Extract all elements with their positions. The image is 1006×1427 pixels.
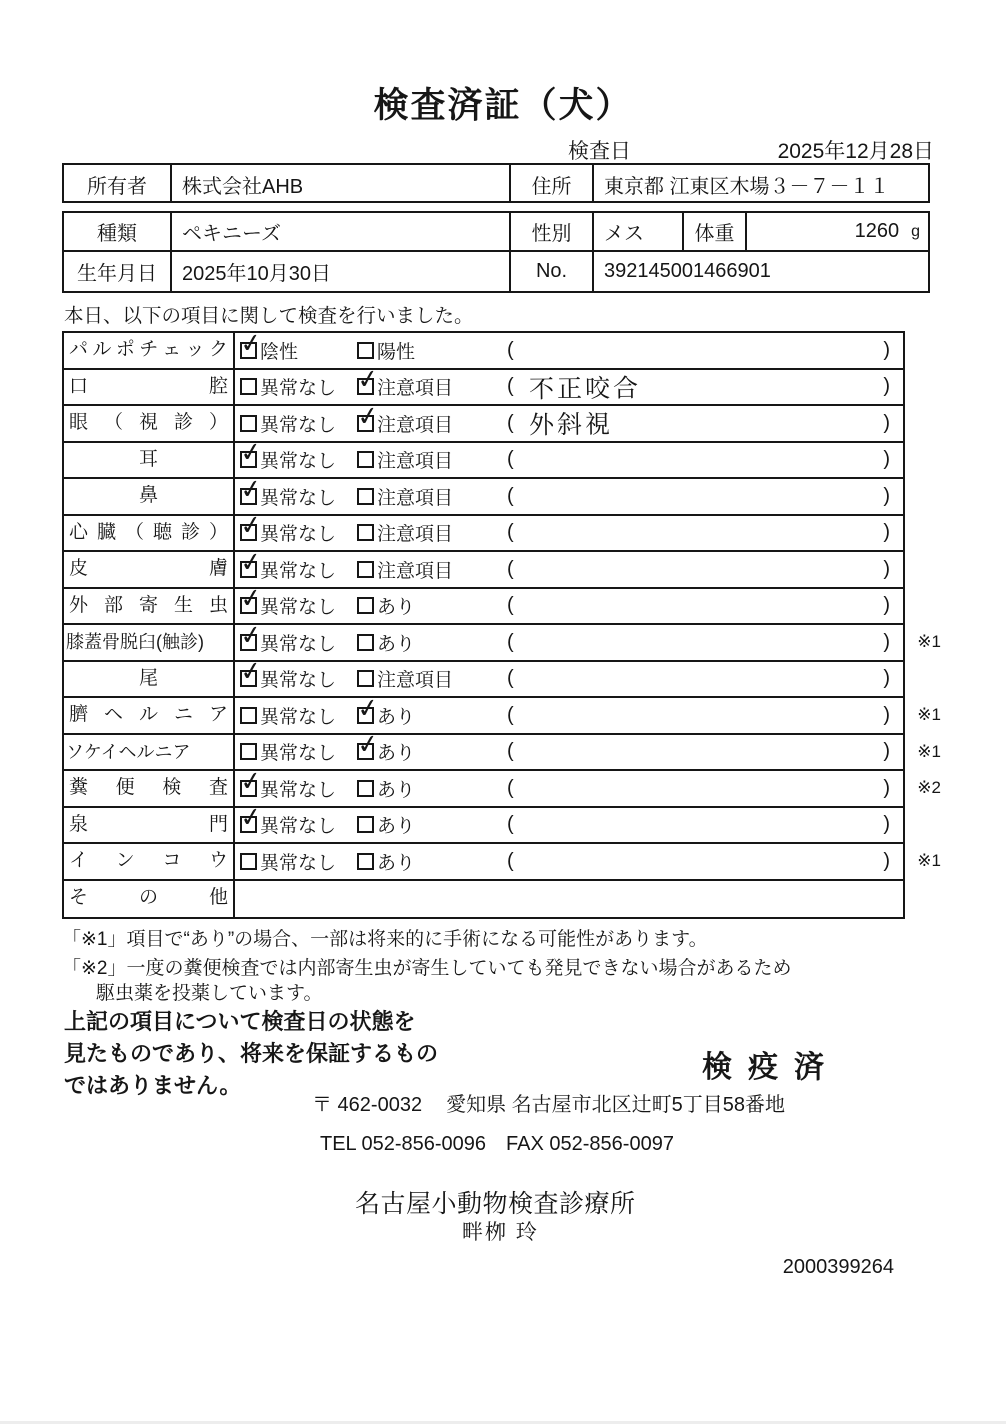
- paren-open: (: [507, 667, 514, 690]
- item-options: [237, 333, 903, 368]
- paren-open: (: [507, 448, 514, 471]
- intro-sentence: 本日、以下の項目に関して検査を行いました。: [64, 305, 474, 327]
- checkbox-icon: [240, 524, 257, 541]
- paren-close: ): [883, 813, 890, 836]
- paren-open: (: [507, 594, 514, 617]
- checkbox-icon: [240, 707, 257, 724]
- option-label: 異常なし: [260, 414, 337, 436]
- item-label: 臍ヘルニア: [64, 698, 235, 733]
- clinic-name: 名古屋小動物検査診療所: [355, 1190, 636, 1218]
- option-present: [357, 625, 415, 660]
- item-options: [237, 735, 903, 770]
- item-options: [237, 589, 903, 624]
- option-caution: [357, 443, 453, 478]
- option-normal: [240, 735, 336, 770]
- disclaimer-line-1: 上記の項目について検査日の状態を: [64, 1009, 416, 1034]
- option-label: あり: [377, 852, 416, 874]
- option-label: 陽性: [377, 341, 416, 363]
- option-label: 注意項目: [377, 524, 454, 546]
- paren-close: ): [883, 557, 890, 580]
- checkbox-icon: [240, 597, 257, 614]
- breed-value: ペキニーズ: [170, 213, 509, 250]
- checkbox-icon: [240, 780, 257, 797]
- disclaimer-line-3: ではありません。: [64, 1073, 242, 1098]
- item-label: 泉門: [64, 808, 235, 843]
- footnote-mark: ※1: [917, 741, 941, 761]
- item-label: 膝蓋骨脱臼(触診): [64, 625, 235, 660]
- checkbox-icon: [357, 743, 374, 760]
- clinic-contact-row: [320, 1133, 674, 1156]
- pet-row-2: [64, 252, 928, 291]
- paren-close: ): [883, 521, 890, 544]
- pet-table: [62, 211, 930, 293]
- footnote-2: 「※2」一度の糞便検査では内部寄生虫が寄生していても発見できない場合があるため: [62, 958, 792, 979]
- checklist-row-nose: [64, 479, 903, 516]
- option-label: 異常なし: [260, 816, 337, 838]
- owner-label: 所有者: [87, 175, 147, 198]
- checklist-row-other: [64, 881, 903, 918]
- option-label: 異常なし: [260, 487, 337, 509]
- option-label: あり: [377, 743, 416, 765]
- footnote-mark: ※2: [917, 778, 941, 798]
- item-options: [237, 516, 903, 551]
- item-options: [237, 771, 903, 806]
- paren-close: ): [883, 667, 890, 690]
- no-label: No.: [509, 252, 592, 291]
- option-label: 異常なし: [260, 451, 337, 473]
- checkbox-icon: [357, 524, 374, 541]
- option-label: あり: [377, 597, 416, 619]
- checkbox-icon: [240, 378, 257, 395]
- checklist-row-fecal-exam: [64, 771, 941, 808]
- no-value: 392145001466901: [592, 252, 928, 291]
- footnote-mark: ※1: [917, 851, 941, 871]
- checkbox-icon: [357, 780, 374, 797]
- checkbox-icon: [357, 707, 374, 724]
- checklist-row-skin: [64, 552, 903, 589]
- item-options: [237, 552, 903, 587]
- checklist-row-umbilical-hernia: [64, 698, 941, 735]
- checkbox-icon: [240, 451, 257, 468]
- item-label: 耳: [64, 443, 235, 478]
- inspection-date-label: 検査日: [568, 140, 631, 163]
- item-options: [237, 808, 903, 843]
- paren-close: ): [883, 630, 890, 653]
- checkbox-icon: [357, 816, 374, 833]
- option-label: あり: [377, 779, 416, 801]
- option-label: 異常なし: [260, 779, 337, 801]
- checkbox-icon: [357, 342, 374, 359]
- footnote-2-continued: 駆虫薬を投薬しています。: [96, 983, 323, 1004]
- veterinarian-name: 畔栁 玲: [462, 1221, 539, 1244]
- paren-open: (: [507, 740, 514, 763]
- option-label: 注意項目: [377, 487, 454, 509]
- option-label: 異常なし: [260, 378, 337, 400]
- item-options: [237, 443, 903, 478]
- paren-close: ): [883, 776, 890, 799]
- checkbox-icon: [357, 597, 374, 614]
- checklist-row-heart: [64, 516, 903, 553]
- weight-value: [745, 213, 928, 250]
- option-label: 異常なし: [260, 524, 337, 546]
- item-options: [237, 662, 903, 697]
- item-options: [237, 370, 903, 405]
- paren-open: (: [507, 776, 514, 799]
- handwritten-note: 不正咬合: [528, 374, 642, 404]
- option-normal: [240, 516, 336, 551]
- option-normal: [240, 844, 336, 879]
- checklist-table: [62, 331, 941, 919]
- checklist-row-patella: [64, 625, 941, 662]
- checkbox-icon: [357, 670, 374, 687]
- checklist-row-ears: [64, 443, 903, 480]
- item-options: [237, 625, 903, 660]
- option-caution: [357, 552, 453, 587]
- paren-open: (: [507, 521, 514, 544]
- item-label: 口腔: [64, 370, 235, 405]
- option-label: 異常なし: [260, 743, 337, 765]
- option-label: あり: [377, 706, 416, 728]
- option-caution: [357, 662, 453, 697]
- clinic-address-row: [312, 1088, 785, 1117]
- checkbox-icon: [240, 342, 257, 359]
- footnote-mark: ※1: [917, 632, 941, 652]
- item-label: インコウ: [64, 844, 235, 879]
- option-normal: [240, 698, 336, 733]
- option-label: 注意項目: [377, 451, 454, 473]
- item-label: 眼（視診）: [64, 406, 235, 441]
- checklist-row-inguinal-hernia: [64, 735, 941, 772]
- paren-close: ): [883, 448, 890, 471]
- checkbox-icon: [240, 415, 257, 432]
- item-label: パルポチェック: [64, 333, 235, 368]
- item-label: 糞便検査: [64, 771, 235, 806]
- option-normal: [240, 808, 336, 843]
- paren-open: (: [507, 375, 514, 398]
- option-label: 注意項目: [377, 378, 454, 400]
- option-normal: [240, 589, 336, 624]
- paren-close: ): [883, 375, 890, 398]
- birth-value: 2025年10月30日: [170, 252, 509, 291]
- scan-artifact: [0, 1421, 1006, 1424]
- address-value: 東京都 江東区木場３－７－１１: [592, 165, 928, 203]
- item-label: ソケイヘルニア: [64, 735, 235, 770]
- option-present: [357, 808, 415, 843]
- option-label: 注意項目: [377, 414, 454, 436]
- checklist-row-eyes: [64, 406, 903, 443]
- item-label: その他: [64, 881, 235, 918]
- paren-open: (: [507, 630, 514, 653]
- paren-open: (: [507, 813, 514, 836]
- option-normal: [240, 370, 336, 405]
- paren-close: ): [883, 740, 890, 763]
- checkbox-icon: [357, 488, 374, 505]
- option-present: [357, 771, 415, 806]
- birth-label: 生年月日: [77, 263, 157, 285]
- item-label: 心臓（聴診）: [64, 516, 235, 551]
- page-title: 検査済証（犬）: [373, 86, 633, 125]
- option-label: 注意項目: [377, 560, 454, 582]
- checkbox-icon: [240, 853, 257, 870]
- clinic-address: 愛知県 名古屋市北区辻町5丁目58番地: [446, 1094, 786, 1116]
- option-present: [357, 698, 415, 733]
- item-options: [237, 698, 903, 733]
- item-empty-cell: [237, 881, 903, 918]
- option-label: 異常なし: [260, 852, 337, 874]
- owner-table: [62, 163, 930, 203]
- option-label: 異常なし: [260, 633, 337, 655]
- option-label: 注意項目: [377, 670, 454, 692]
- checklist-row-tail: [64, 662, 903, 699]
- option-label: あり: [377, 633, 416, 655]
- option-normal: [240, 662, 336, 697]
- option-label: 陰性: [260, 341, 299, 363]
- option-caution: [357, 516, 453, 551]
- option-label: 異常なし: [260, 560, 337, 582]
- checkbox-icon: [240, 561, 257, 578]
- option-caution: [357, 406, 453, 441]
- sex-label: 性別: [509, 213, 592, 250]
- quarantine-stamp: 検疫済: [702, 1051, 840, 1084]
- paren-close: ): [883, 594, 890, 617]
- paren-open: (: [507, 703, 514, 726]
- paren-open: (: [507, 484, 514, 507]
- option-label: 異常なし: [260, 706, 337, 728]
- paren-close: ): [883, 411, 890, 434]
- option-present: [357, 735, 415, 770]
- paren-close: ): [883, 703, 890, 726]
- item-options: [237, 406, 903, 441]
- paren-open: (: [507, 849, 514, 872]
- checkbox-icon: [357, 853, 374, 870]
- pet-row-1: [64, 213, 928, 252]
- checkbox-icon: [240, 634, 257, 651]
- paren-close: ): [883, 849, 890, 872]
- option-caution: [357, 479, 453, 514]
- item-label: 尾: [64, 662, 235, 697]
- checklist-row-parvo: [64, 333, 903, 370]
- option-label: 異常なし: [260, 670, 337, 692]
- checkbox-icon: [240, 743, 257, 760]
- checklist-row-fontanelle: [64, 808, 903, 845]
- checklist-row-inkou: [64, 844, 941, 881]
- option-caution: [357, 370, 453, 405]
- paren-close: ): [883, 484, 890, 507]
- paren-open: (: [507, 338, 514, 361]
- checkbox-icon: [240, 670, 257, 687]
- option-present: [357, 844, 415, 879]
- footnote-mark: ※1: [917, 705, 941, 725]
- weight-label: 体重: [682, 213, 745, 250]
- checkbox-icon: [357, 415, 374, 432]
- weight-number: 1260: [854, 220, 900, 242]
- option-label: あり: [377, 816, 416, 838]
- handwritten-note: 外斜視: [528, 410, 614, 440]
- paren-open: (: [507, 411, 514, 434]
- weight-unit: g: [911, 222, 920, 240]
- option-negative: [240, 333, 298, 368]
- owner-value: 株式会社AHB: [170, 165, 509, 203]
- serial-number: 2000399264: [782, 1256, 894, 1278]
- option-label: 異常なし: [260, 597, 337, 619]
- item-options: [237, 479, 903, 514]
- checkbox-icon: [357, 451, 374, 468]
- option-present: [357, 589, 415, 624]
- item-options: [237, 844, 903, 879]
- clinic-postal-code: 〒 462-0032: [312, 1094, 423, 1116]
- address-label: 住所: [509, 165, 592, 203]
- inspection-date-value: 2025年12月28日: [777, 140, 934, 163]
- footnote-1: 「※1」項目で“あり”の場合、一部は将来的に手術になる可能性があります。: [62, 929, 708, 950]
- checkbox-icon: [357, 378, 374, 395]
- paren-open: (: [507, 557, 514, 580]
- clinic-fax: FAX 052-856-0097: [506, 1133, 674, 1155]
- clinic-tel: TEL 052-856-0096: [320, 1133, 487, 1155]
- checkbox-icon: [357, 634, 374, 651]
- sex-value: メス: [592, 213, 682, 250]
- checkbox-icon: [357, 561, 374, 578]
- checkbox-icon: [240, 816, 257, 833]
- owner-row: [64, 165, 928, 203]
- breed-label: 種類: [97, 223, 137, 245]
- option-normal: [240, 443, 336, 478]
- item-label: 外部寄生虫: [64, 589, 235, 624]
- item-label: 鼻: [64, 479, 235, 514]
- checkbox-icon: [240, 488, 257, 505]
- checklist-row-mouth: [64, 370, 903, 407]
- disclaimer-line-2: 見たものであり、将来を保証するもの: [64, 1041, 439, 1066]
- paren-close: ): [883, 338, 890, 361]
- item-label: 皮膚: [64, 552, 235, 587]
- checklist-row-external-parasites: [64, 589, 903, 626]
- option-positive: [357, 333, 415, 368]
